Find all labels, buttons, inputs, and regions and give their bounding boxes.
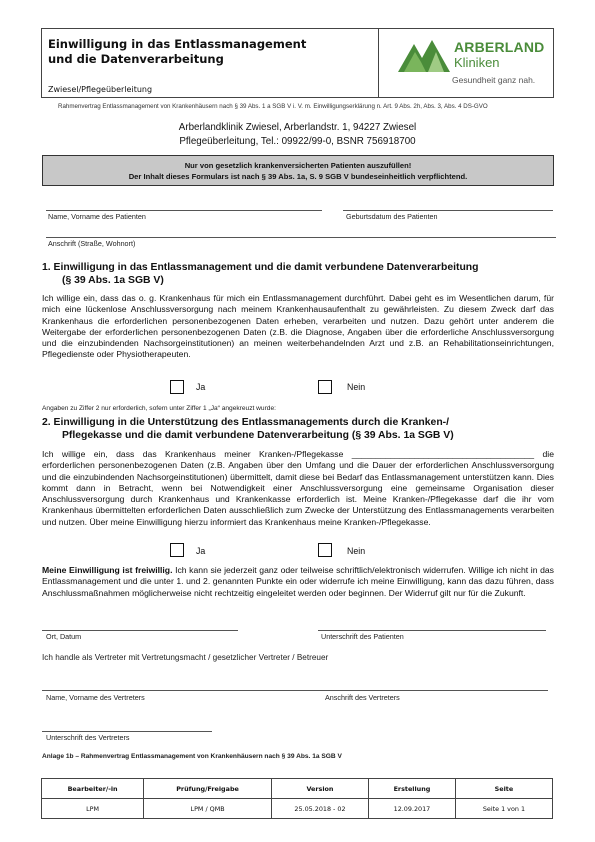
meta-header-cell: Prüfung/Freigabe — [144, 779, 272, 799]
meta-value-cell: LPM — [42, 799, 144, 819]
section2-yes-label: Ja — [196, 546, 206, 556]
notice-line-2: Der Inhalt dieses Formulars ist nach § 39 Abs. 1a, S. 9 SGB V bundeseinheitlich verpflichtend. — [128, 172, 468, 181]
patient-name-label: Name, Vorname des Patienten — [48, 212, 146, 221]
meta-header-cell: Erstellung — [369, 779, 456, 799]
section1-yes-label: Ja — [196, 382, 206, 392]
annex-label: Anlage 1b – Rahmenvertrag Entlassmanagement von Krankenhäusern nach § 39 Abs. 1a SGB V — [42, 753, 342, 760]
meta-value-cell: 25.05.2018 - 02 — [271, 799, 368, 819]
document-meta-table — [41, 778, 553, 819]
representative-signature-field[interactable] — [42, 731, 212, 732]
meta-value-cell: LPM / QMB — [144, 799, 272, 819]
legal-reference: Rahmenvertrag Entlassmanagement von Krankenhäusern nach § 39 Abs. 1 a SGB V i. V. m. Einwilligungserklärung n. Art. 9 Abs. 2h, Abs. 3, Abs. 4 DS-GVO — [58, 103, 488, 110]
section1-no-checkbox[interactable] — [318, 380, 332, 394]
patient-signature-field[interactable] — [318, 630, 546, 631]
logo-subtitle: Kliniken — [454, 55, 500, 70]
representative-signature-label: Unterschrift des Vertreters — [46, 733, 130, 742]
meta-header-cell: Version — [271, 779, 368, 799]
logo-mountains-icon — [398, 38, 450, 72]
document-subtitle: Zwiesel/Pflegeüberleitung — [48, 85, 153, 94]
section2-text: Ich willige ein, dass das Krankenhaus meiner Kranken-/Pflegekasse ______________________________________ die erforderlichen personenbezogenen Daten (z.B. Angaben über den Umfang und die Dauer der erforderlichen Anschlussversorgung und die einzubindenden Nachsorgeinstitutionen) übermittelt, damit diese bei Bedarf das Entlassmanagement unterstützen kann. Dies kommt dann in Betracht, wenn bei Notwendigkeit einer Anschlussversorgung eine gemeinsame Organisation dieser Anschlussversorgung durch Krankenhaus und Krankenkasse erforderlich ist. Meine Kranken-/Pflegekasse darf die ihr vom Krankenhaus übermittelten erforderlichen Daten ausschließlich zum Zwecke der Unterstützung des Entlassmanagements verarbeiten und nutzen. Über meine Einwilligung hierzu informiert das Krankenhaus meine Kranken-/Pflegekasse. — [42, 449, 554, 527]
meta-header-cell: Seite — [455, 779, 552, 799]
logo-claim: Gesundheit ganz nah. — [452, 75, 536, 85]
section2-note: Angaben zu Ziffer 2 nur erforderlich, sofern unter Ziffer 1 „Ja“ angekreuzt wurde: — [42, 405, 276, 412]
address-line-2: Pflegeüberleitung, Tel.: 09922/99-0, BSNR 756918700 — [179, 136, 416, 147]
meta-value-cell: 12.09.2017 — [369, 799, 456, 819]
patient-name-field[interactable] — [46, 210, 322, 211]
section1-heading — [42, 261, 479, 287]
voluntary-text: Ich kann sie jederzeit ganz oder teilweise schriftlich/elektronisch widerrufen. Willige ich nicht in das Entlassmanagement und die unter 1. und 2. genannten Punkte ein oder widerrufe ich meine Einwilligung, kann das dazu führen, dass Anschlussmaßnahmen möglicherweise nicht rechtzeitig eingeleitet werden oder beginnen. Der Widerruf gilt nur für die Zukunft. — [42, 565, 554, 598]
section2-heading — [42, 416, 454, 442]
birthdate-label: Geburtsdatum des Patienten — [346, 212, 438, 221]
representative-name-label: Name, Vorname des Vertreters — [46, 693, 145, 702]
section2-no-checkbox[interactable] — [318, 543, 332, 557]
logo-brand: ARBERLAND — [454, 39, 545, 55]
section1-heading-line-2: (§ 39 Abs. 1a SGB V) — [62, 275, 164, 286]
voluntary-bold: Meine Einwilligung ist freiwillig. — [42, 565, 173, 575]
meta-header-cell: Bearbeiter/-in — [42, 779, 144, 799]
notice-line-1: Nur von gesetzlich krankenversicherten Patienten auszufüllen! — [184, 161, 412, 170]
section2-no-label: Nein — [347, 546, 366, 556]
meta-header-row — [42, 779, 553, 799]
patient-address-label: Anschrift (Straße, Wohnort) — [48, 239, 136, 248]
birthdate-field[interactable] — [343, 210, 553, 211]
meta-value-cell: Seite 1 von 1 — [455, 799, 552, 819]
place-date-field[interactable] — [42, 630, 238, 631]
address-line-1: Arberlandklinik Zwiesel, Arberlandstr. 1, 94227 Zwiesel — [178, 122, 417, 133]
meta-value-row — [42, 799, 553, 819]
section2-yes-checkbox[interactable] — [170, 543, 184, 557]
section1-no-label: Nein — [347, 382, 366, 392]
patient-address-field[interactable] — [46, 237, 556, 238]
section2-heading-line-2: Pflegekasse und die damit verbundene Datenverarbeitung (§ 39 Abs. 1a SGB V) — [62, 430, 454, 441]
title-line-2: und die Datenverarbeitung — [48, 52, 224, 66]
section2-heading-line-1: 2. Einwilligung in die Unterstützung des Entlassmanagements durch die Kranken-/ — [42, 417, 450, 428]
section1-text: Ich willige ein, dass das o. g. Krankenhaus für mich ein Entlassmanagement durchführt. Dabei geht es im Wesentlichen darum, für mich eine lückenlose Anschlussversorgung nach meinem Krankenhausaufenthalt zu gewährleisten. Zu diesem Zweck darf das Krankenhaus die erforderlichen personenbezogenen Daten erheben, verarbeiten und nutzen. Dazu gehört unter anderem die Weitergabe der erforderlichen personenbezogenen Daten (z.B. die Diagnose, Angaben über die erforderliche Anschlussversorgung und die einzubindenden Nachsorgeinstitutionen) an meinen weiterbehandelnden Arzt und z.B. an Rehabilitationseinrichtungen, Pflegedienste oder Physiotherapeuten. — [42, 293, 554, 360]
voluntary-paragraph — [42, 565, 554, 599]
representative-field[interactable] — [42, 690, 548, 691]
representative-address-label: Anschrift des Vertreters — [325, 693, 400, 702]
place-date-label: Ort, Datum — [46, 632, 82, 641]
notice-box — [42, 155, 554, 186]
patient-signature-label: Unterschrift des Patienten — [321, 632, 404, 641]
representative-intro: Ich handle als Vertreter mit Vertretungsmacht / gesetzlicher Vertreter / Betreuer — [42, 653, 329, 662]
section1-yes-checkbox[interactable] — [170, 380, 184, 394]
title-line-1: Einwilligung in das Entlassmanagement — [48, 37, 307, 51]
section1-heading-line-1: 1. Einwilligung in das Entlassmanagement und die damit verbundene Datenverarbeitung — [42, 262, 479, 273]
document-title — [48, 37, 306, 67]
